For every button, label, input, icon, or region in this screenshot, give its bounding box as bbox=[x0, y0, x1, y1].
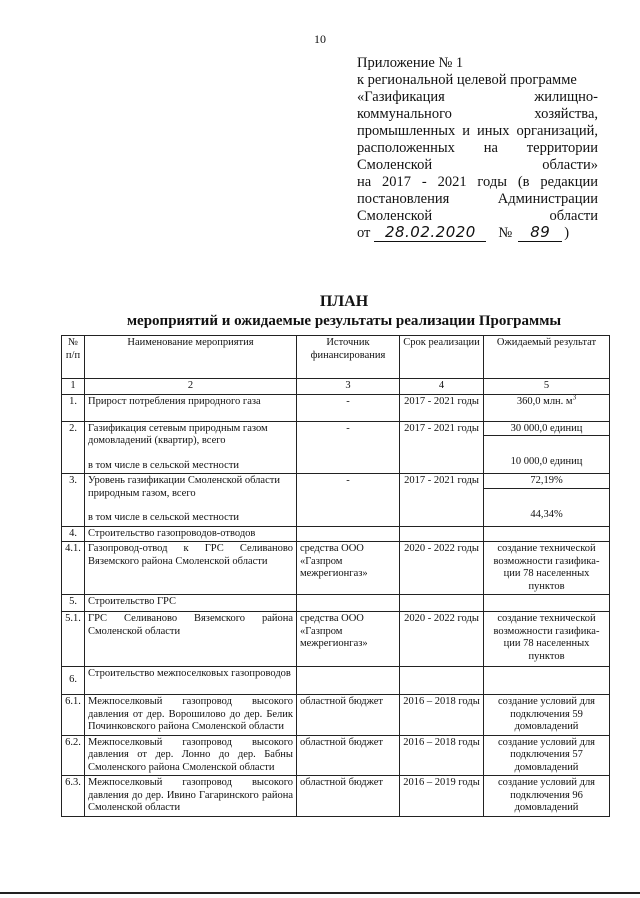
appendix-line: на 2017 - 2021 годы (в редакции bbox=[357, 174, 598, 190]
table-row bbox=[62, 542, 610, 595]
row-term: 2017 - 2021 годы bbox=[400, 474, 484, 527]
row-source: областной бюджет bbox=[297, 695, 400, 736]
row-number: 1. bbox=[62, 394, 85, 421]
table-row bbox=[62, 394, 610, 421]
document-title: ПЛАН bbox=[319, 293, 369, 310]
row-name: Уровень газификации Смоленской области природным газом, всего в том числе в сельской местности bbox=[85, 474, 297, 527]
row-number: 5.1. bbox=[62, 612, 85, 667]
column-number: 5 bbox=[484, 379, 610, 395]
row-source: - bbox=[297, 474, 400, 527]
row-result: 72,19% 44,34% bbox=[484, 474, 610, 527]
handwritten-number: 89 bbox=[518, 225, 562, 242]
table-row bbox=[62, 526, 610, 542]
table-row bbox=[62, 474, 610, 527]
row-result: создание технической возможности газифика-ции 78 населенных пунктов bbox=[484, 542, 610, 595]
appendix-line: к региональной целевой программе bbox=[357, 72, 577, 88]
signature-line: от 28.02.2020 № 89 ) bbox=[357, 223, 570, 241]
header-cell: Срок реализации bbox=[400, 336, 484, 379]
column-number-row bbox=[62, 379, 610, 395]
row-source: - bbox=[297, 421, 400, 474]
row-number: 6.3. bbox=[62, 776, 85, 817]
column-number: 2 bbox=[85, 379, 297, 395]
table-row bbox=[62, 595, 610, 612]
row-subresult: 44,34% bbox=[530, 508, 563, 520]
table-row bbox=[62, 612, 610, 667]
row-result: создание условий для подключения 57 домовладений bbox=[484, 735, 610, 776]
table-row bbox=[62, 421, 610, 474]
row-name: Газопровод-отвод к ГРС Селиваново Вяземского района Смоленской области bbox=[85, 542, 297, 595]
row-result: создание технической возможности газифика-ции 78 населенных пунктов bbox=[484, 612, 610, 667]
row-name: Газификация сетевым природным газом домовладений (квартир), всего в том числе в сельской местности bbox=[85, 421, 297, 474]
column-number: 1 bbox=[62, 379, 85, 395]
appendix-line: промышленных и иных организаций, bbox=[357, 123, 598, 139]
appendix-line: расположенных на территории bbox=[357, 140, 598, 156]
column-number: 3 bbox=[297, 379, 400, 395]
page-number: 10 bbox=[314, 32, 326, 46]
row-source: областной бюджет bbox=[297, 735, 400, 776]
row-source: средства ООО «Газпром межрегионгаз» bbox=[297, 612, 400, 667]
table-row bbox=[62, 667, 610, 695]
row-number: 6.2. bbox=[62, 735, 85, 776]
appendix-line: коммунального хозяйства, bbox=[357, 106, 598, 122]
header-cell: Источник финансирования bbox=[297, 336, 400, 379]
appendix-line: Смоленской области» bbox=[357, 157, 598, 173]
row-subname: в том числе в сельской местности bbox=[88, 459, 240, 471]
row-source: - bbox=[297, 394, 400, 421]
handwritten-date: 28.02.2020 bbox=[374, 225, 486, 242]
table-row bbox=[62, 695, 610, 736]
plan-table bbox=[61, 335, 610, 817]
row-number: 3. bbox=[62, 474, 85, 527]
row-name: Межпоселковый газопровод высокого давления от дер. Лонно до дер. Бабны Смоленского района Смоленской области bbox=[85, 735, 297, 776]
appendix-line: постановления Администрации bbox=[357, 191, 598, 207]
row-term: 2017 - 2021 годы bbox=[400, 421, 484, 474]
header-cell: № п/п bbox=[62, 336, 85, 379]
row-name: Прирост потребления природного газа bbox=[85, 394, 297, 421]
row-number: 6.1. bbox=[62, 695, 85, 736]
appendix-line: Смоленской области bbox=[357, 208, 598, 224]
row-number: 6. bbox=[62, 667, 85, 695]
row-term: 2016 – 2019 годы bbox=[400, 776, 484, 817]
scan-edge-divider bbox=[0, 892, 640, 894]
row-result: создание условий для подключения 96 домовладений bbox=[484, 776, 610, 817]
row-term: 2020 - 2022 годы bbox=[400, 612, 484, 667]
row-result: 360,0 млн. $м^3$ bbox=[484, 394, 610, 421]
row-number: 5. bbox=[62, 595, 85, 612]
row-name: ГРС Селиваново Вяземского района Смоленской области bbox=[85, 612, 297, 667]
row-term: 2020 - 2022 годы bbox=[400, 542, 484, 595]
row-source: средства ООО «Газпром межрегионгаз» bbox=[297, 542, 400, 595]
header-cell: Наименование мероприятия bbox=[85, 336, 297, 379]
row-number: 2. bbox=[62, 421, 85, 474]
row-source: областной бюджет bbox=[297, 776, 400, 817]
row-number: 4.1. bbox=[62, 542, 85, 595]
row-name: Межпоселковый газопровод высокого давления до дер. Ивино Гагаринского района Смоленской области bbox=[85, 776, 297, 817]
row-name: Межпоселковый газопровод высокого давления от дер. Ворошилово до дер. Белик Починковского района Смоленской области bbox=[85, 695, 297, 736]
row-name: Строительство газопроводов-отводов bbox=[85, 526, 297, 542]
row-term: 2017 - 2021 годы bbox=[400, 394, 484, 421]
appendix-line: Приложение № 1 bbox=[357, 55, 464, 71]
row-name: Строительство межпоселковых газопроводов bbox=[85, 667, 297, 695]
table-row bbox=[62, 776, 610, 817]
header-cell: Ожидаемый результат bbox=[484, 336, 610, 379]
row-subname: в том числе в сельской местности bbox=[88, 512, 240, 523]
row-result: создание условий для подключения 59 домовладений bbox=[484, 695, 610, 736]
document-subtitle: мероприятий и ожидаемые результаты реализации Программы bbox=[126, 313, 562, 329]
row-number: 4. bbox=[62, 526, 85, 542]
row-term: 2016 – 2018 годы bbox=[400, 695, 484, 736]
row-name: Строительство ГРС bbox=[85, 595, 297, 612]
row-result: 30 000,0 единиц 10 000,0 единиц bbox=[484, 421, 610, 474]
table-row bbox=[62, 735, 610, 776]
row-term: 2016 – 2018 годы bbox=[400, 735, 484, 776]
appendix-block bbox=[357, 55, 598, 242]
appendix-line: «Газификация жилищно- bbox=[357, 89, 598, 105]
column-number: 4 bbox=[400, 379, 484, 395]
row-subresult: 10 000,0 единиц bbox=[510, 456, 583, 467]
table-header-row bbox=[62, 336, 610, 379]
